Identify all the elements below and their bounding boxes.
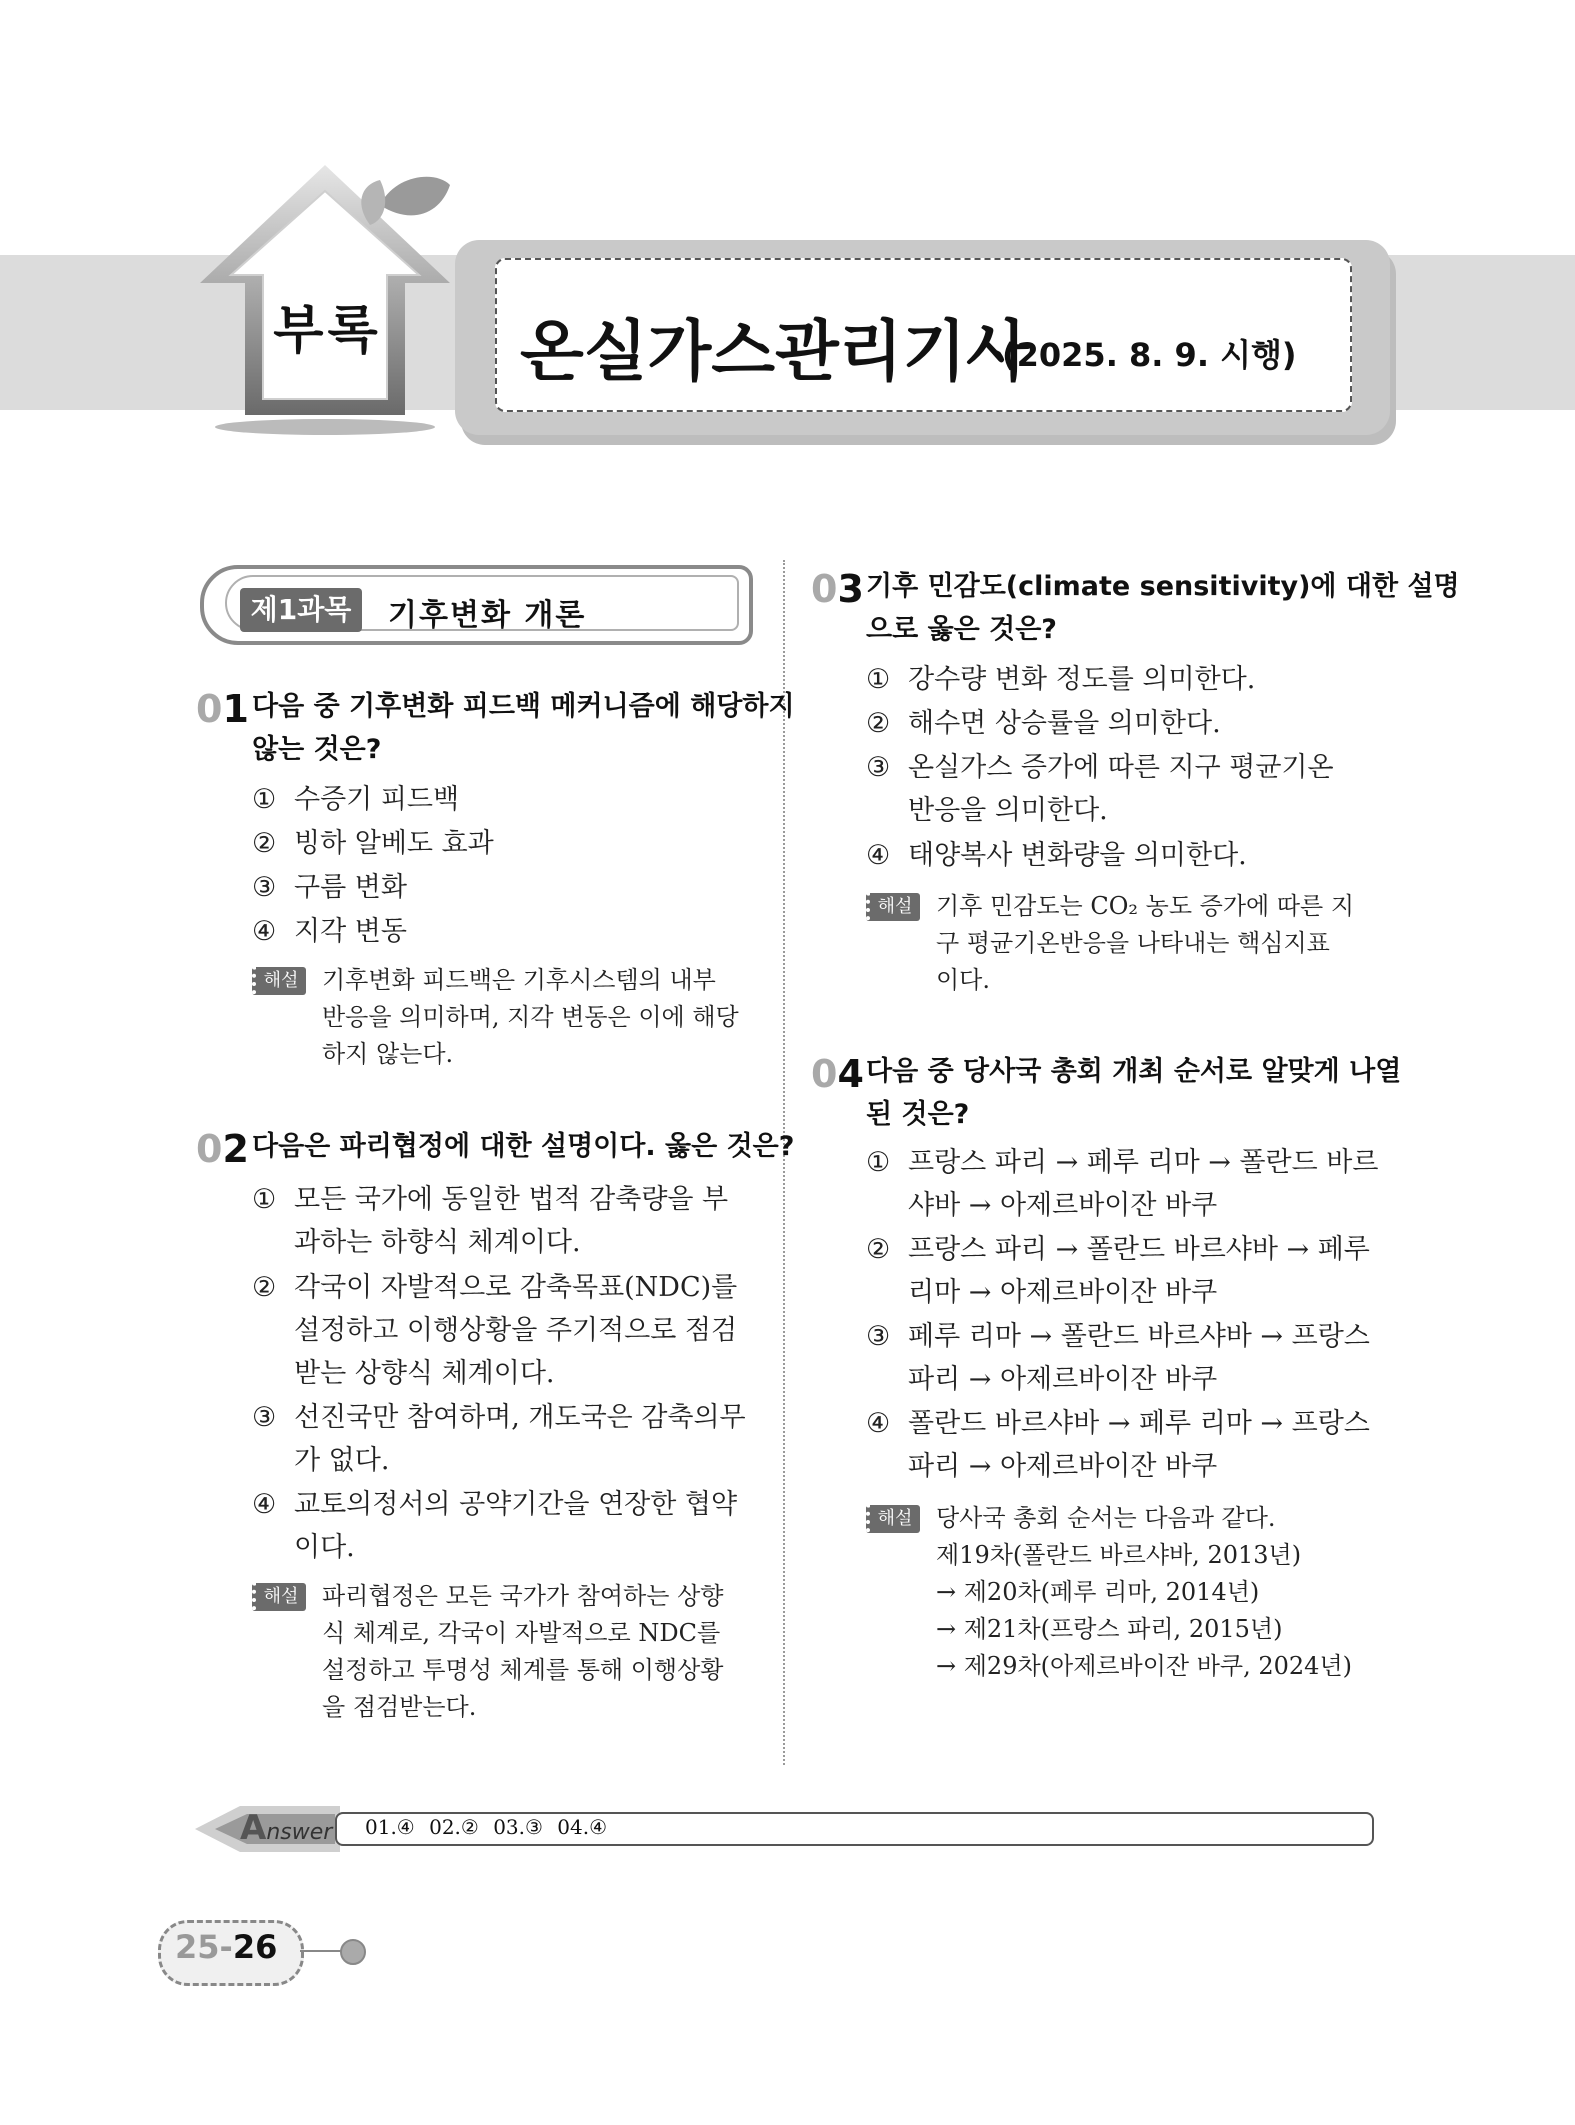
question-text [866, 1050, 1401, 1136]
question-number [196, 687, 249, 731]
option-text: 교토의정서의 공약기간을 연장한 협약 [294, 1489, 738, 1520]
answer-label [240, 1808, 332, 1848]
option [252, 822, 494, 865]
option [252, 1483, 737, 1569]
option-text: 각국이 자발적으로 감축목표(NDC)를 [294, 1272, 738, 1303]
explanation-text [936, 888, 1354, 999]
explanation-line: 제19차(폴란드 바르샤바, 2013년) [936, 1541, 1302, 1569]
explanation-line: 파리협정은 모든 국가가 참여하는 상향 [322, 1582, 724, 1610]
explanation-line: 식 체계로, 각국이 자발적으로 NDC를 [322, 1619, 721, 1647]
exam-date: (2025. 8. 9. 시행) [1002, 336, 1297, 374]
option-mark: ① [866, 1147, 891, 1178]
explanation-text [322, 1578, 723, 1726]
question-text-line: 다음은 파리협정에 대한 설명이다. 옳은 것은? [252, 1131, 795, 1162]
option-text: 구름 변화 [294, 872, 407, 903]
question-text [866, 565, 1460, 651]
explanation-badge: 해설 [866, 893, 920, 921]
explanation-badge: 해설 [866, 1505, 920, 1533]
explanation-line: 기후변화 피드백은 기후시스템의 내부 [322, 966, 716, 994]
question-number-digit: 3 [837, 567, 864, 611]
question-number [196, 1127, 249, 1171]
option [252, 778, 459, 821]
question-number-digit: 2 [222, 1127, 249, 1171]
answer-label-rest: nswer [266, 1820, 333, 1845]
option-mark: ② [252, 828, 277, 859]
option-text-cont: 리마 → 아제르바이잔 바쿠 [908, 1277, 1218, 1308]
option-text: 해수면 상승률을 의미한다. [908, 708, 1221, 739]
question-text-line: 않는 것은? [252, 734, 382, 765]
option-mark: ③ [252, 1402, 277, 1433]
page-number-prefix: 25- [175, 1928, 233, 1966]
section-number: 제1과목 [240, 588, 362, 632]
option [866, 1141, 1378, 1227]
explanation-badge: 해설 [252, 1583, 306, 1611]
explanation-line: 기후 민감도는 CO₂ 농도 증가에 따른 지 [936, 892, 1355, 920]
option [252, 1266, 737, 1395]
option-mark: ④ [866, 1408, 891, 1439]
question-number-digit: 1 [222, 687, 249, 731]
question-number-prefix: 0 [196, 1127, 223, 1171]
option [866, 702, 1221, 745]
page-number-dot-icon [340, 1939, 366, 1965]
option-text: 태양복사 변화량을 의미한다. [908, 840, 1247, 871]
question-text-line: 으로 옳은 것은? [866, 614, 1057, 645]
option [866, 746, 1334, 832]
question-number-digit: 4 [837, 1052, 864, 1096]
explanation-line: → 제29차(아제르바이잔 바쿠, 2024년) [936, 1652, 1352, 1680]
explanation-text [936, 1500, 1352, 1685]
option-mark: ④ [252, 1489, 277, 1520]
explanation-line: → 제20차(페루 리마, 2014년) [936, 1578, 1260, 1606]
explanation-line: 이다. [936, 966, 990, 994]
option-text: 페루 리마 → 폴란드 바르샤바 → 프랑스 [908, 1321, 1370, 1352]
option [866, 834, 1247, 877]
option-text: 수증기 피드백 [294, 784, 460, 815]
explanation-line: → 제21차(프랑스 파리, 2015년) [936, 1615, 1283, 1643]
option-text: 폴란드 바르샤바 → 페루 리마 → 프랑스 [908, 1408, 1370, 1439]
question-number-prefix: 0 [811, 567, 838, 611]
option [866, 1228, 1370, 1314]
option-text: 프랑스 파리 → 폴란드 바르샤바 → 페루 [908, 1234, 1370, 1265]
option [252, 1396, 746, 1482]
explanation-line: 반응을 의미하며, 지각 변동은 이에 해당 [322, 1003, 739, 1031]
option-text: 빙하 알베도 효과 [294, 828, 494, 859]
option [866, 658, 1255, 701]
answer-list: 01.④ 02.② 03.③ 04.④ [365, 1815, 608, 1839]
question-text-line: 된 것은? [866, 1099, 970, 1130]
question-text-line: 다음 중 기후변화 피드백 메커니즘에 해당하지 [252, 691, 795, 722]
page-number [175, 1928, 277, 1966]
explanation-badge: 해설 [252, 967, 306, 995]
page-title: 온실가스관리기사 [520, 313, 1031, 390]
option [866, 1315, 1370, 1401]
question-number-prefix: 0 [811, 1052, 838, 1096]
question-number-prefix: 0 [196, 687, 223, 731]
option-mark: ① [866, 664, 891, 695]
option-mark: ② [866, 1234, 891, 1265]
answer-label-initial: A [240, 1808, 267, 1848]
option-mark: ① [252, 1184, 277, 1215]
option-text-cont: 이다. [294, 1532, 355, 1563]
page-number-value: 26 [232, 1928, 278, 1966]
option-text: 모든 국가에 동일한 법적 감축량을 부 [294, 1184, 729, 1215]
option-mark: ① [252, 784, 277, 815]
option-mark: ③ [252, 872, 277, 903]
option-text-cont: 파리 → 아제르바이잔 바쿠 [908, 1364, 1218, 1395]
option-text-cont: 파리 → 아제르바이잔 바쿠 [908, 1451, 1218, 1482]
option [252, 1178, 728, 1264]
explanation-line: 당사국 총회 순서는 다음과 같다. [936, 1504, 1276, 1532]
question-text-line: 기후 민감도(climate sensitivity)에 대한 설명 [866, 571, 1460, 602]
question-text-line: 다음 중 당사국 총회 개최 순서로 알맞게 나열 [866, 1056, 1402, 1087]
option-mark: ③ [866, 1321, 891, 1352]
question-text [252, 1125, 794, 1168]
option-mark: ④ [866, 840, 891, 871]
question-number [811, 1052, 864, 1096]
explanation-line: 설정하고 투명성 체계를 통해 이행상황 [322, 1656, 724, 1684]
option-mark: ③ [866, 752, 891, 783]
explanation-line: 구 평균기온반응을 나타내는 핵심지표 [936, 929, 1330, 957]
option-text: 선진국만 참여하며, 개도국은 감축의무 [294, 1402, 746, 1433]
option-text-cont: 과하는 하향식 체계이다. [294, 1227, 581, 1258]
explanation-text [322, 962, 739, 1073]
explanation-line: 을 점검받는다. [322, 1693, 477, 1721]
option-text: 프랑스 파리 → 페루 리마 → 폴란드 바르 [908, 1147, 1379, 1178]
option-text-cont: 설정하고 이행상황을 주기적으로 점검 [294, 1315, 738, 1346]
option [866, 1402, 1370, 1488]
option-text-cont: 받는 상향식 체계이다. [294, 1358, 555, 1389]
option-text: 강수량 변화 정도를 의미한다. [908, 664, 1256, 695]
option-text: 지각 변동 [294, 916, 407, 947]
explanation-line: 하지 않는다. [322, 1040, 454, 1068]
option-mark: ② [252, 1272, 277, 1303]
option-text-cont: 반응을 의미한다. [908, 795, 1108, 826]
option-mark: ② [866, 708, 891, 739]
question-number [811, 567, 864, 611]
appendix-badge: 부록 [273, 301, 382, 361]
option-text-cont: 샤바 → 아제르바이잔 바쿠 [908, 1190, 1218, 1221]
option [252, 866, 407, 909]
option-text: 온실가스 증가에 따른 지구 평균기온 [908, 752, 1334, 783]
option [252, 910, 407, 953]
section-title: 기후변화 개론 [388, 598, 587, 633]
option-text-cont: 가 없다. [294, 1445, 390, 1476]
question-text [252, 685, 795, 771]
option-mark: ④ [252, 916, 277, 947]
